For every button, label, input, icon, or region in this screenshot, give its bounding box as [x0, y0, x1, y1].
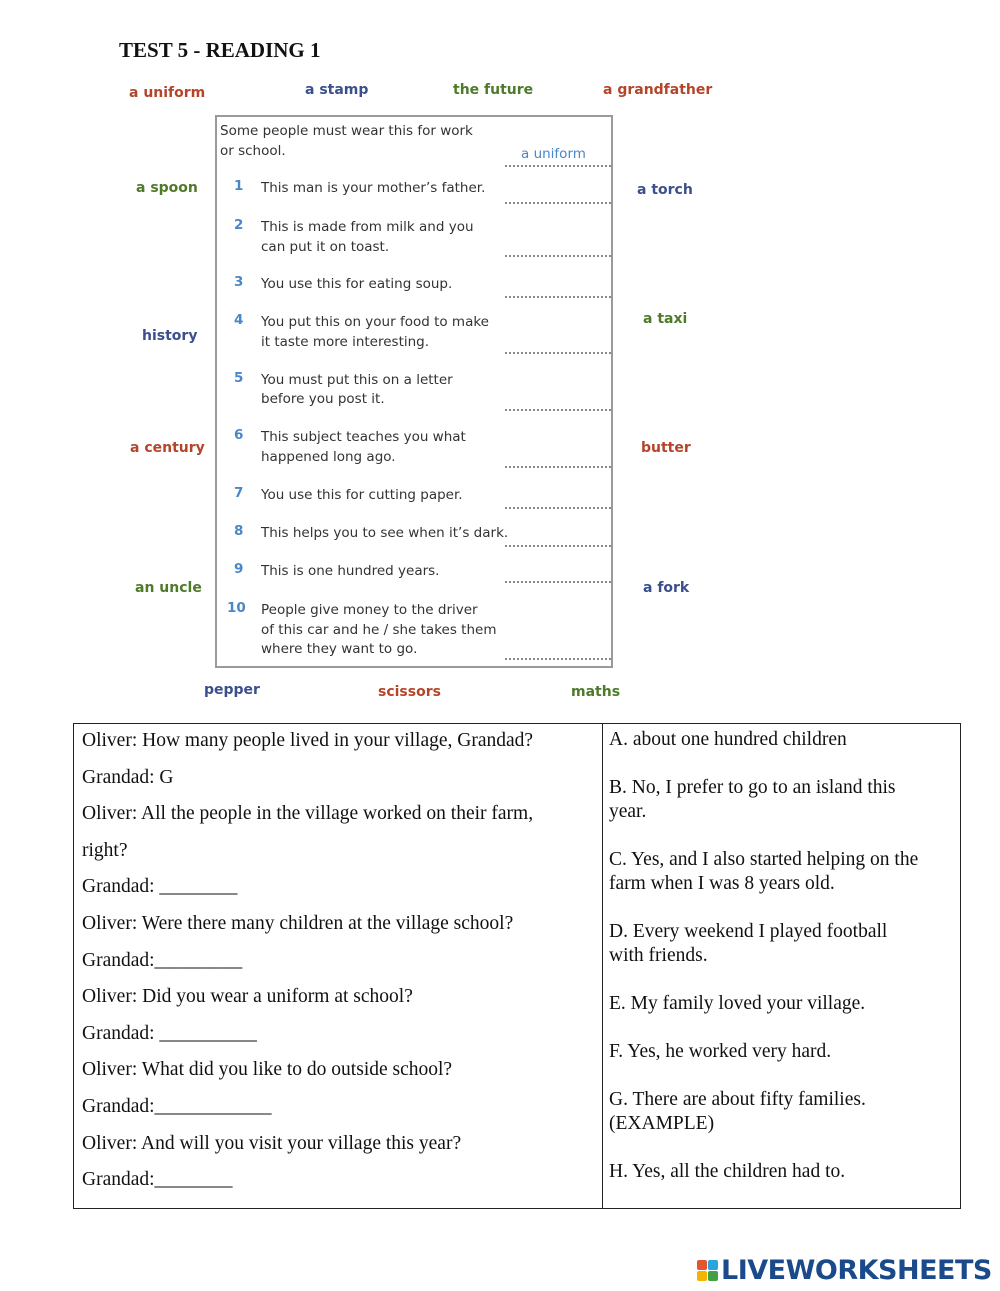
option-text: D. Every weekend I played football: [609, 921, 888, 942]
liveworksheets-logo: [697, 1255, 992, 1286]
word-a-uniform: a uniform: [129, 85, 206, 101]
word-a-stamp: a stamp: [305, 82, 369, 98]
example-answer-line: [505, 165, 611, 167]
clue-number: 5: [234, 370, 244, 386]
clue-number: 6: [234, 427, 244, 443]
option-text: E. My family loved your village.: [609, 993, 866, 1014]
answer-field-4[interactable]: [505, 352, 611, 354]
word-a-fork: a fork: [643, 580, 690, 596]
word-scissors: scissors: [378, 684, 441, 700]
dialog-answer-blank[interactable]: Grandad: ________: [82, 876, 238, 898]
option-text: G. There are about fifty families.: [609, 1089, 866, 1110]
clue-number: 3: [234, 274, 244, 290]
dialog-line: Oliver: And will you visit your village this year?: [82, 1132, 462, 1154]
option-text: farm when I was 8 years old.: [609, 873, 835, 894]
logo-square: [708, 1271, 718, 1281]
word-a-spoon: a spoon: [136, 180, 198, 196]
word-butter: butter: [641, 440, 691, 456]
option-text: C. Yes, and I also started helping on the: [609, 849, 919, 870]
word-history: history: [142, 328, 198, 344]
answer-field-7[interactable]: [505, 507, 611, 509]
clue-text: happened long ago.: [261, 449, 396, 465]
answer-field-2[interactable]: [505, 255, 611, 257]
option-h: [609, 1160, 954, 1184]
clue-text: You put this on your food to make: [261, 314, 489, 330]
dialog-line: Oliver: Did you wear a uniform at school?: [82, 986, 413, 1008]
option-g: [609, 1088, 954, 1136]
clue-text: where they want to go.: [261, 641, 418, 657]
answer-field-6[interactable]: [505, 466, 611, 468]
option-f: [609, 1040, 954, 1064]
clue-box: [215, 115, 613, 668]
word-a-grandfather: a grandfather: [603, 82, 713, 98]
answer-field-8[interactable]: [505, 545, 611, 547]
clue-text: You use this for eating soup.: [261, 276, 453, 292]
logo-text: LIVEWORKSHEETS: [721, 1255, 992, 1286]
clue-text: This is one hundred years.: [261, 563, 440, 579]
word-an-uncle: an uncle: [135, 580, 202, 596]
clue-number: 2: [234, 217, 244, 233]
dialog-answer-blank[interactable]: Grandad:________: [82, 1169, 233, 1191]
dialog-column: [74, 724, 603, 1209]
dialog-line: Oliver: How many people lived in your village, Grandad?: [82, 730, 534, 751]
option-text: A. about one hundred children: [609, 729, 847, 750]
word-a-taxi: a taxi: [643, 311, 688, 327]
clue-text: You use this for cutting paper.: [261, 487, 463, 503]
dialog-line: Grandad: G: [82, 766, 174, 788]
option-e: [609, 992, 954, 1016]
option-text: year.: [609, 801, 647, 822]
dialog-table: [73, 723, 961, 1209]
clue-text: This man is your mother’s father.: [261, 180, 486, 196]
clue-number: 7: [234, 485, 244, 501]
logo-square: [697, 1260, 707, 1270]
word-pepper: pepper: [204, 682, 260, 698]
example-answer: a uniform: [521, 146, 586, 162]
option-c: [609, 848, 954, 896]
option-text: H. Yes, all the children had to.: [609, 1161, 846, 1182]
dialog-line: right?: [82, 839, 128, 861]
answer-field-1[interactable]: [505, 202, 611, 204]
answer-field-5[interactable]: [505, 409, 611, 411]
clue-number: 10: [227, 600, 246, 616]
clue-number: 8: [234, 523, 244, 539]
answer-field-3[interactable]: [505, 296, 611, 298]
logo-square: [708, 1260, 718, 1270]
clue-text: of this car and he / she takes them: [261, 622, 497, 638]
example-clue-line2: or school.: [220, 143, 286, 159]
clue-text: before you post it.: [261, 391, 385, 407]
clue-text: it taste more interesting.: [261, 334, 430, 350]
clue-text: This is made from milk and you: [261, 219, 474, 235]
clue-text: This subject teaches you what: [261, 429, 466, 445]
clue-number: 9: [234, 561, 244, 577]
option-d: [609, 920, 954, 968]
dialog-line: Oliver: What did you like to do outside school?: [82, 1059, 453, 1081]
dialog-line: Oliver: All the people in the village worked on their farm,: [82, 803, 534, 825]
option-b: [609, 776, 954, 824]
clue-text: You must put this on a letter: [261, 372, 453, 388]
option-text: with friends.: [609, 945, 708, 966]
word-a-century: a century: [130, 440, 205, 456]
word-maths: maths: [571, 684, 621, 700]
clue-text: This helps you to see when it’s dark.: [261, 525, 509, 541]
logo-square: [697, 1271, 707, 1281]
page-title: TEST 5 - READING 1: [119, 38, 321, 62]
liveworksheets-logo-icon: [697, 1260, 718, 1281]
options-column: [603, 724, 961, 1209]
clue-text: can put it on toast.: [261, 239, 390, 255]
dialog-answer-blank[interactable]: Grandad:____________: [82, 1095, 272, 1117]
word-the-future: the future: [453, 82, 534, 98]
answer-field-9[interactable]: [505, 581, 611, 583]
dialog-answer-blank[interactable]: Grandad: __________: [82, 1022, 257, 1044]
clue-number: 4: [234, 312, 244, 328]
clue-number: 1: [234, 178, 244, 194]
example-clue-line1: Some people must wear this for work: [220, 123, 473, 139]
answer-field-10[interactable]: [505, 658, 611, 660]
clue-text: People give money to the driver: [261, 602, 478, 618]
option-a: [609, 728, 954, 752]
word-a-torch: a torch: [637, 182, 693, 198]
option-text: F. Yes, he worked very hard.: [609, 1041, 832, 1062]
option-text: (EXAMPLE): [609, 1113, 715, 1134]
dialog-answer-blank[interactable]: Grandad:_________: [82, 949, 243, 971]
dialog-line: Oliver: Were there many children at the village school?: [82, 912, 514, 934]
option-text: B. No, I prefer to go to an island this: [609, 777, 896, 798]
